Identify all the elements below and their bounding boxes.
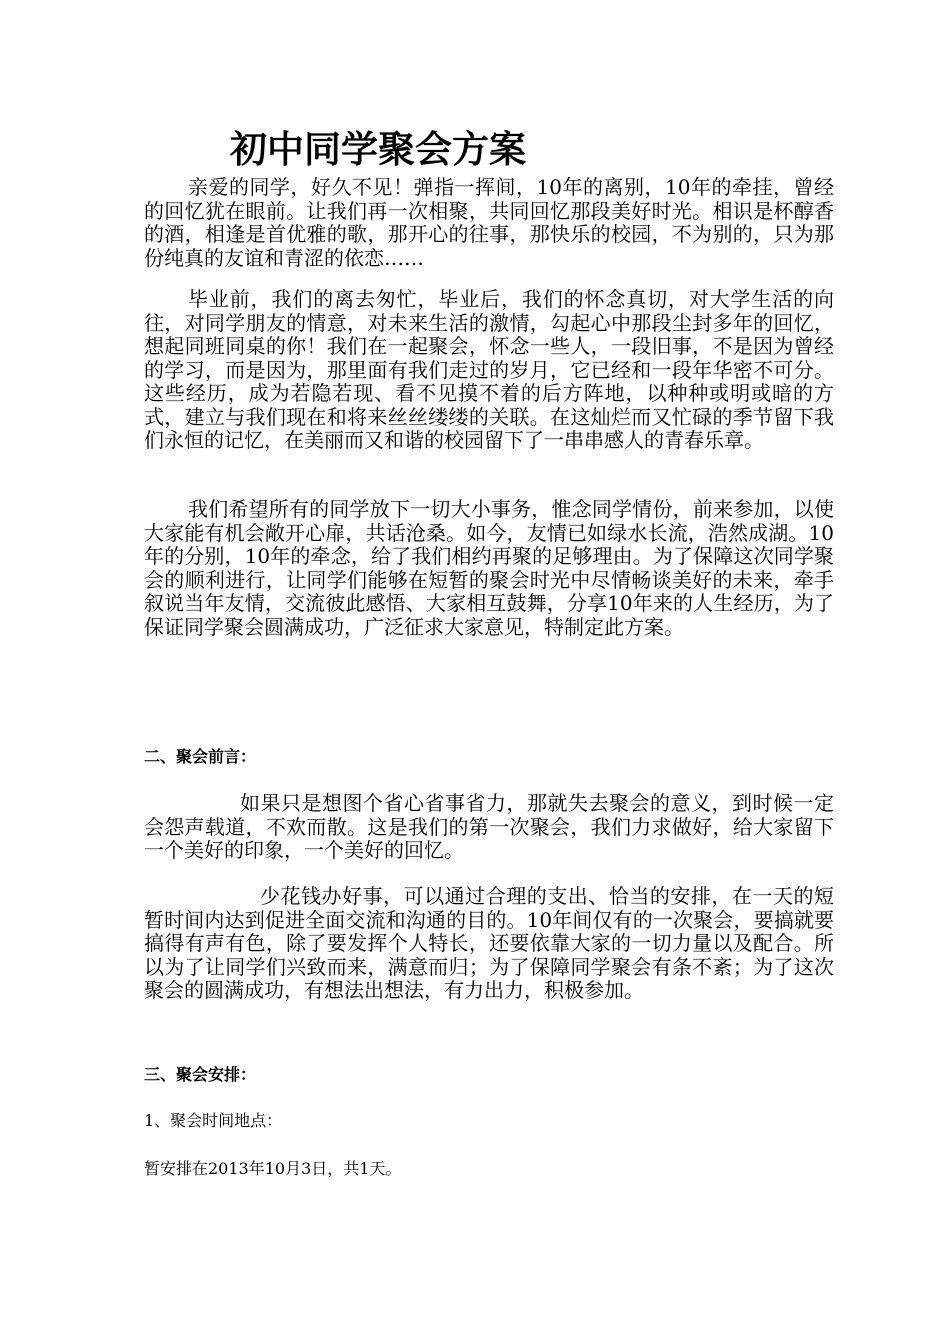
document-title: 初中同学聚会方案 xyxy=(230,127,526,171)
section-heading-arrangement: 三、聚会安排： xyxy=(144,1065,257,1084)
preface-paragraph-1: 如果只是想图个省心省事省力，那就失去聚会的意义，到时候一定会怨声载道，不欢而散。这是我们的第一次聚会，我们力求做好，给大家留下一个美好的印象，一个美好的回忆。 xyxy=(144,791,834,862)
intro-paragraph-2: 毕业前，我们的离去匆忙，毕业后，我们的怀念真切，对大学生活的向往，对同学朋友的情意，对未来生活的激情，勾起心中那段尘封多年的回忆，想起同班同桌的你！我们在一起聚会，怀念一些人，一段旧事，不是因为曾经的学习，而是因为，那里面有我们走过的岁月，它已经和一段年华密不可分。这些经历，成为若隐若现、看不见摸不着的后方阵地，以种种或明或暗的方式，建立与我们现在和将来丝丝缕缕的关联。在这灿烂而又忙碌的季节留下我们永恒的记忆，在美丽而又和谐的校园留下了一串串感人的青春乐章。 xyxy=(144,287,834,452)
preface-paragraph-2: 少花钱办好事，可以通过合理的支出、恰当的安排，在一天的短暂时间内达到促进全面交流和沟通的目的。10年间仅有的一次聚会，要搞就要搞得有声有色，除了要发挥个人特长，还要依靠大家的一切力量以及配合。所以为了让同学们兴致而来，满意而归；为了保障同学聚会有条不紊；为了这次聚会的圆满成功，有想法出想法，有力出力，积极参加。 xyxy=(144,884,834,1002)
time-place-value: 暂安排在2013年10月3日，共1天。 xyxy=(144,1159,402,1178)
time-place-label: 1、聚会时间地点： xyxy=(144,1111,283,1130)
section-heading-preface: 二、聚会前言： xyxy=(144,747,257,766)
intro-paragraph-1: 亲爱的同学，好久不见！弹指一挥间，10年的离别，10年的牵挂，曾经的回忆犹在眼前。让我们再一次相聚，共同回忆那段美好时光。相识是杯醇香的酒，相逢是首优雅的歌，那开心的往事，那快乐的校园，不为别的，只为那份纯真的友谊和青涩的依恋…… xyxy=(144,175,834,270)
intro-paragraph-3: 我们希望所有的同学放下一切大小事务，惟念同学情份，前来参加，以使大家能有机会敞开心扉，共话沧桑。如今，友情已如绿水长流，浩然成湖。10年的分别，10年的牵念，给了我们相约再聚的足够理由。为了保障这次同学聚会的顺利进行，让同学们能够在短暂的聚会时光中尽情畅谈美好的未来，牵手叙说当年友情，交流彼此感悟、大家相互鼓舞，分享10年来的人生经历，为了保证同学聚会圆满成功，广泛征求大家意见，特制定此方案。 xyxy=(144,497,834,639)
